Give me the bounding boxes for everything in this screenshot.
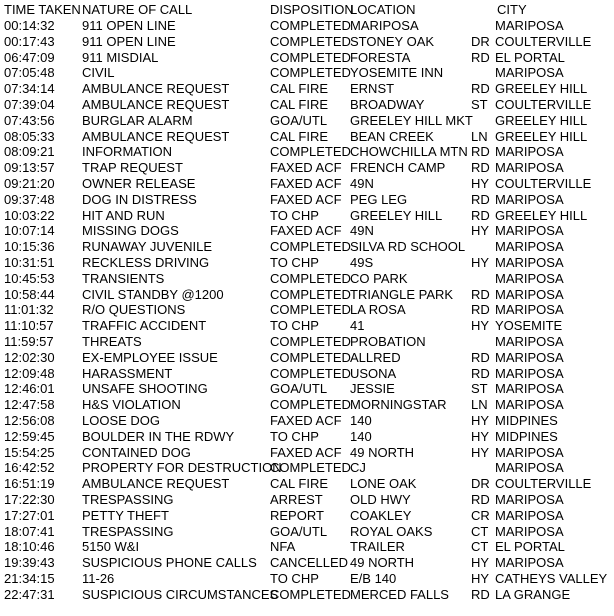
city-cell: MARIPOSA [495, 523, 564, 539]
time-cell: 10:45:53 [4, 270, 55, 286]
location-cell: ROYAL OAKS [350, 523, 433, 539]
location-cell: COAKLEY [350, 507, 412, 523]
disposition-cell: CAL FIRE [270, 476, 329, 492]
time-cell: 11:01:32 [4, 302, 54, 318]
location-cell: USONA [350, 365, 397, 381]
time-cell: 21:34:15 [4, 571, 55, 586]
disposition-cell: REPORT [270, 507, 324, 523]
city-cell: MARIPOSA [495, 65, 564, 81]
table-row [0, 255, 614, 271]
disposition-cell: COMPLETED [270, 49, 351, 65]
street-suffix-cell: RD [471, 286, 490, 302]
disposition-cell: TO CHP [270, 318, 319, 334]
street-suffix-cell: RD [471, 492, 490, 507]
street-suffix-cell: HY [471, 413, 490, 428]
table-row [0, 176, 614, 192]
street-suffix-cell: DR [471, 476, 490, 492]
time-cell: 09:13:57 [4, 160, 55, 176]
location-cell: JESSIE [350, 381, 395, 397]
disposition-cell: NFA [270, 539, 296, 555]
city-cell: MARIPOSA [495, 255, 564, 270]
disposition-cell: FAXED ACF [270, 160, 342, 176]
city-cell: MARIPOSA [495, 302, 564, 318]
disposition-cell: FAXED ACF [270, 413, 342, 428]
table-row [0, 539, 614, 555]
header-disposition: DISPOSITION [270, 2, 354, 17]
table-row [0, 587, 614, 603]
location-cell: FORESTA [350, 49, 411, 65]
location-cell: OLD HWY [350, 492, 411, 507]
disposition-cell: COMPLETED [270, 239, 351, 255]
location-cell: 140 [350, 428, 372, 444]
location-cell: ERNST [350, 81, 395, 97]
disposition-cell: COMPLETED [270, 33, 351, 49]
street-suffix-cell: HY [471, 223, 490, 239]
city-cell: MARIPOSA [495, 334, 564, 349]
table-row [0, 476, 614, 492]
table-row [0, 524, 614, 540]
city-cell: MARIPOSA [495, 492, 564, 507]
location-cell: CHOWCHILLA MTN [350, 144, 468, 160]
disposition-cell: TO CHP [270, 428, 319, 444]
header-time-taken: TIME TAKEN [4, 2, 81, 17]
city-cell: LA GRANGE [495, 586, 571, 602]
table-row [0, 366, 614, 382]
location-cell: FRENCH CAMP [350, 160, 446, 176]
street-suffix-cell: HY [471, 444, 490, 460]
city-cell: MARIPOSA [495, 507, 564, 523]
location-cell: TRAILER [350, 539, 405, 555]
table-row [0, 429, 614, 445]
nature-cell: TRAP REQUEST [82, 160, 183, 176]
time-cell: 11:10:57 [4, 318, 54, 334]
city-cell: GREELEY HILL [495, 112, 588, 128]
table-row [0, 571, 614, 587]
city-cell: MARIPOSA [495, 191, 564, 207]
table-row [0, 50, 614, 66]
location-cell: TRIANGLE PARK [350, 286, 454, 302]
disposition-cell: COMPLETED [270, 286, 351, 302]
city-cell: MARIPOSA [495, 239, 564, 255]
time-cell: 10:07:14 [4, 223, 55, 239]
city-cell: GREELEY HILL [495, 207, 588, 223]
time-cell: 10:58:44 [4, 286, 55, 302]
time-cell: 22:47:31 [4, 586, 55, 602]
disposition-cell: COMPLETED [270, 397, 351, 413]
time-cell: 10:15:36 [4, 239, 55, 255]
disposition-cell: CAL FIRE [270, 128, 329, 144]
table-row [0, 34, 614, 50]
city-cell: EL PORTAL [495, 49, 565, 65]
time-cell: 07:34:14 [4, 81, 55, 97]
city-cell: MARIPOSA [495, 381, 564, 397]
nature-cell: CIVIL [82, 65, 115, 81]
city-cell: MARIPOSA [495, 160, 564, 176]
street-suffix-cell: LN [471, 397, 488, 413]
table-row [0, 508, 614, 524]
time-cell: 09:37:48 [4, 191, 55, 207]
table-row [0, 492, 614, 508]
disposition-cell: GOA/UTL [270, 381, 328, 397]
time-cell: 17:27:01 [4, 507, 55, 523]
nature-cell: HIT AND RUN [82, 207, 165, 223]
disposition-cell: ARREST [270, 492, 323, 507]
city-cell: YOSEMITE [495, 318, 563, 334]
nature-cell: R/O QUESTIONS [82, 302, 186, 318]
header-row [0, 2, 614, 18]
table-row [0, 97, 614, 113]
header-nature-of-call: NATURE OF CALL [82, 2, 193, 17]
nature-cell: 11-26 [82, 571, 115, 586]
table-row [0, 460, 614, 476]
city-cell: MARIPOSA [495, 460, 564, 476]
nature-cell: TRANSIENTS [82, 270, 165, 286]
disposition-cell: COMPLETED [270, 302, 351, 318]
location-cell: 49 NORTH [350, 555, 415, 571]
city-cell: MARIPOSA [495, 444, 564, 460]
time-cell: 12:56:08 [4, 413, 55, 428]
table-row [0, 65, 614, 81]
location-cell: CO PARK [350, 270, 408, 286]
street-suffix-cell: DR [471, 33, 490, 49]
time-cell: 00:17:43 [4, 33, 55, 49]
location-cell: MERCED FALLS [350, 586, 449, 602]
location-cell: MORNINGSTAR [350, 397, 447, 413]
time-cell: 12:02:30 [4, 349, 55, 365]
disposition-cell: COMPLETED [270, 365, 351, 381]
time-cell: 17:22:30 [4, 492, 55, 507]
city-cell: MARIPOSA [495, 286, 564, 302]
nature-cell: AMBULANCE REQUEST [82, 97, 230, 112]
nature-cell: HARASSMENT [82, 365, 173, 381]
table-row [0, 445, 614, 461]
disposition-cell: COMPLETED [270, 65, 351, 81]
street-suffix-cell: HY [471, 428, 490, 444]
city-cell: MARIPOSA [495, 397, 564, 413]
time-cell: 19:39:43 [4, 555, 55, 571]
header-city: CITY [497, 2, 527, 17]
street-suffix-cell: HY [471, 571, 490, 586]
disposition-cell: GOA/UTL [270, 112, 328, 128]
street-suffix-cell: ST [471, 381, 488, 397]
city-cell: MARIPOSA [495, 349, 564, 365]
nature-cell: SUSPICIOUS PHONE CALLS [82, 555, 257, 571]
street-suffix-cell: CR [471, 507, 490, 523]
disposition-cell: CAL FIRE [270, 81, 329, 97]
disposition-cell: COMPLETED [270, 18, 351, 33]
location-cell: BEAN CREEK [350, 128, 434, 144]
time-cell: 10:03:22 [4, 207, 55, 223]
table-row [0, 413, 614, 429]
nature-cell: INFORMATION [82, 144, 173, 160]
disposition-cell: TO CHP [270, 571, 319, 586]
city-cell: MARIPOSA [495, 270, 564, 286]
time-cell: 07:05:48 [4, 65, 55, 81]
nature-cell: H&S VIOLATION [82, 397, 181, 413]
city-cell: MARIPOSA [495, 223, 564, 239]
nature-cell: AMBULANCE REQUEST [82, 128, 230, 144]
city-cell: MARIPOSA [495, 365, 564, 381]
nature-cell: TRESPASSING [82, 492, 174, 507]
time-cell: 00:14:32 [4, 18, 55, 33]
city-cell: CATHEYS VALLEY [495, 571, 608, 586]
disposition-cell: GOA/UTL [270, 523, 328, 539]
table-row [0, 287, 614, 303]
location-cell: MARIPOSA [350, 18, 419, 33]
city-cell: COULTERVILLE [495, 476, 592, 492]
time-cell: 08:05:33 [4, 128, 55, 144]
disposition-cell: COMPLETED [270, 334, 351, 349]
location-cell: 49N [350, 223, 374, 239]
nature-cell: SUSPICIOUS CIRCUMSTANCES [82, 586, 279, 602]
time-cell: 12:47:58 [4, 397, 55, 413]
nature-cell: 911 OPEN LINE [82, 33, 176, 49]
disposition-cell: FAXED ACF [270, 176, 342, 191]
city-cell: MARIPOSA [495, 555, 564, 571]
nature-cell: TRESPASSING [82, 523, 174, 539]
table-row [0, 381, 614, 397]
time-cell: 10:31:51 [4, 255, 55, 270]
time-cell: 07:39:04 [4, 97, 55, 112]
table-row [0, 318, 614, 334]
street-suffix-cell: RD [471, 349, 490, 365]
time-cell: 15:54:25 [4, 444, 55, 460]
disposition-cell: CAL FIRE [270, 97, 329, 112]
table-row [0, 302, 614, 318]
table-row [0, 334, 614, 350]
disposition-cell: CANCELLED [270, 555, 349, 571]
table-row [0, 18, 614, 34]
nature-cell: 911 MISDIAL [82, 49, 159, 65]
nature-cell: MISSING DOGS [82, 223, 179, 239]
table-row [0, 81, 614, 97]
street-suffix-cell: CT [471, 523, 489, 539]
table-row [0, 271, 614, 287]
time-cell: 16:42:52 [4, 460, 55, 476]
time-cell: 09:21:20 [4, 176, 55, 191]
location-cell: 49 NORTH [350, 444, 415, 460]
nature-cell: BOULDER IN THE RDWY [82, 428, 235, 444]
location-cell: PROBATION [350, 334, 426, 349]
nature-cell: LOOSE DOG [82, 413, 161, 428]
city-cell: GREELEY HILL [495, 128, 588, 144]
nature-cell: BURGLAR ALARM [82, 112, 193, 128]
street-suffix-cell: ST [471, 97, 488, 112]
table-row [0, 350, 614, 366]
nature-cell: TRAFFIC ACCIDENT [82, 318, 207, 334]
table-row [0, 239, 614, 255]
nature-cell: 911 OPEN LINE [82, 18, 176, 33]
street-suffix-cell: RD [471, 365, 490, 381]
header-location: LOCATION [350, 2, 416, 17]
disposition-cell: FAXED ACF [270, 223, 342, 239]
city-cell: MARIPOSA [495, 18, 564, 33]
location-cell: 140 [350, 413, 372, 428]
time-cell: 18:07:41 [4, 523, 55, 539]
location-cell: ALLRED [350, 349, 401, 365]
table-row [0, 160, 614, 176]
city-cell: MARIPOSA [495, 144, 564, 160]
city-cell: GREELEY HILL [495, 81, 588, 97]
nature-cell: CIVIL STANDBY @1200 [82, 286, 224, 302]
location-cell: E/B 140 [350, 571, 397, 586]
city-cell: MIDPINES [495, 413, 558, 428]
street-suffix-cell: RD [471, 160, 490, 176]
street-suffix-cell: RD [471, 49, 490, 65]
disposition-cell: TO CHP [270, 207, 319, 223]
city-cell: MIDPINES [495, 428, 558, 444]
nature-cell: AMBULANCE REQUEST [82, 81, 230, 97]
street-suffix-cell: CT [471, 539, 489, 555]
table-row [0, 397, 614, 413]
nature-cell: PETTY THEFT [82, 507, 169, 523]
time-cell: 18:10:46 [4, 539, 55, 555]
time-cell: 06:47:09 [4, 49, 55, 65]
location-cell: GREELEY HILL MKT [350, 112, 473, 128]
location-cell: PEG LEG [350, 191, 408, 207]
city-cell: COULTERVILLE [495, 176, 592, 191]
nature-cell: THREATS [82, 334, 142, 349]
street-suffix-cell: RD [471, 81, 490, 97]
time-cell: 12:09:48 [4, 365, 55, 381]
street-suffix-cell: HY [471, 255, 490, 270]
disposition-cell: FAXED ACF [270, 444, 342, 460]
location-cell: YOSEMITE INN [350, 65, 444, 81]
city-cell: COULTERVILLE [495, 97, 592, 112]
table-row [0, 144, 614, 160]
nature-cell: 5150 W&I [82, 539, 140, 555]
location-cell: CJ [350, 460, 366, 476]
street-suffix-cell: RD [471, 191, 490, 207]
street-suffix-cell: LN [471, 128, 488, 144]
street-suffix-cell: HY [471, 555, 490, 571]
disposition-cell: COMPLETED [270, 460, 351, 476]
time-cell: 08:09:21 [4, 144, 55, 160]
nature-cell: RUNAWAY JUVENILE [82, 239, 213, 255]
nature-cell: AMBULANCE REQUEST [82, 476, 230, 492]
time-cell: 07:43:56 [4, 112, 55, 128]
street-suffix-cell: RD [471, 586, 490, 602]
table-row [0, 113, 614, 129]
table-row [0, 192, 614, 208]
time-cell: 12:59:45 [4, 428, 55, 444]
nature-cell: OWNER RELEASE [82, 176, 196, 191]
nature-cell: RECKLESS DRIVING [82, 255, 210, 270]
city-cell: COULTERVILLE [495, 33, 592, 49]
disposition-cell: COMPLETED [270, 349, 351, 365]
disposition-cell: COMPLETED [270, 144, 351, 160]
location-cell: STONEY OAK [350, 33, 435, 49]
table-row [0, 208, 614, 224]
street-suffix-cell: HY [471, 176, 490, 191]
nature-cell: DOG IN DISTRESS [82, 191, 197, 207]
nature-cell: PROPERTY FOR DESTRUCTION [82, 460, 282, 476]
time-cell: 12:46:01 [4, 381, 55, 397]
disposition-cell: FAXED ACF [270, 191, 342, 207]
location-cell: 49S [350, 255, 374, 270]
table-row [0, 223, 614, 239]
street-suffix-cell: HY [471, 318, 490, 334]
time-cell: 16:51:19 [4, 476, 55, 492]
location-cell: 49N [350, 176, 374, 191]
disposition-cell: COMPLETED [270, 586, 351, 602]
table-row [0, 555, 614, 571]
city-cell: EL PORTAL [495, 539, 565, 555]
location-cell: GREELEY HILL [350, 207, 443, 223]
location-cell: LONE OAK [350, 476, 417, 492]
table-row [0, 129, 614, 145]
location-cell: 41 [350, 318, 365, 334]
nature-cell: UNSAFE SHOOTING [82, 381, 208, 397]
time-cell: 11:59:57 [4, 334, 54, 349]
nature-cell: EX-EMPLOYEE ISSUE [82, 349, 218, 365]
nature-cell: CONTAINED DOG [82, 444, 191, 460]
street-suffix-cell: RD [471, 207, 490, 223]
location-cell: LA ROSA [350, 302, 406, 318]
street-suffix-cell: RD [471, 302, 490, 318]
disposition-cell: COMPLETED [270, 270, 351, 286]
disposition-cell: TO CHP [270, 255, 319, 270]
location-cell: SILVA RD SCHOOL [350, 239, 466, 255]
location-cell: BROADWAY [350, 97, 425, 112]
street-suffix-cell: RD [471, 144, 490, 160]
